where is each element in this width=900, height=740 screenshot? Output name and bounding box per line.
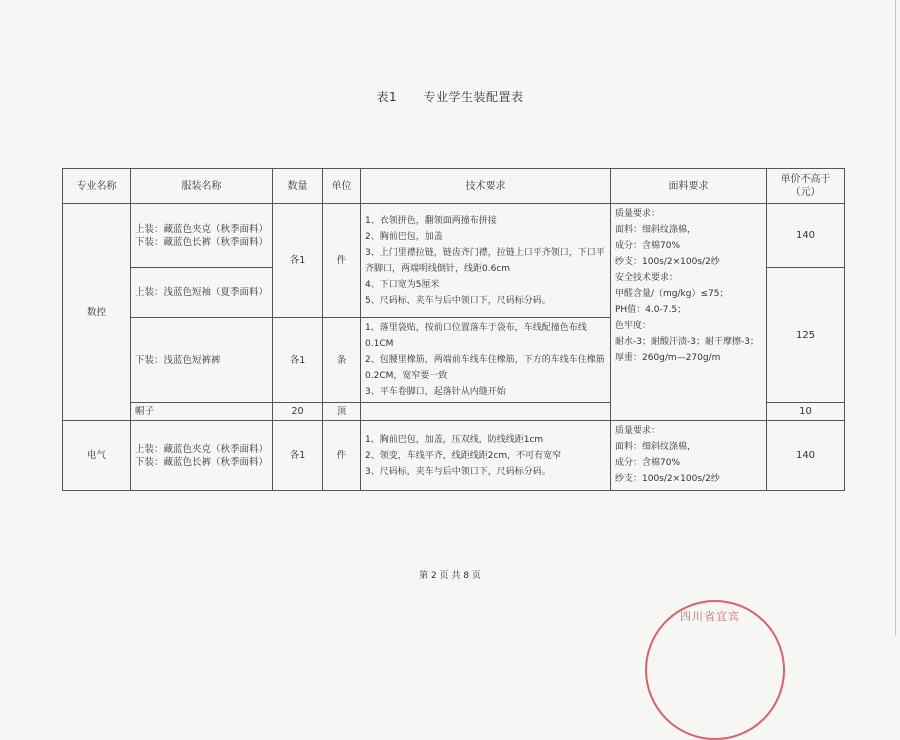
fabric-line: 甲醛含量/（mg/kg）≤75； (615, 289, 729, 299)
fabric-line: 纱支：100s/2×100s/2纱 (615, 257, 720, 267)
header-fabric: 面料要求 (611, 169, 767, 204)
fabric-line: 面料：细斜纹涤棉， (615, 442, 697, 452)
garment-cell: 上装：藏蓝色夹克（秋季面料）下装：藏蓝色长裤（秋季面料） (131, 204, 273, 268)
fabric-cell (611, 204, 767, 421)
fabric-line: 质量要求： (615, 209, 661, 219)
tech-line: 1、落里袋贴，按前口位置落车于袋布，车线配撞色布线0.1CM (365, 323, 587, 349)
table-row (63, 421, 845, 491)
header-garment: 服装名称 (131, 169, 273, 204)
header-tech: 技术要求 (361, 169, 611, 204)
unit-cell: 件 (323, 204, 361, 318)
tech-cell (361, 403, 611, 421)
fabric-line: 安全技术要求： (615, 273, 679, 283)
price-cell: 10 (767, 403, 845, 421)
table-title-text: 专业学生装配置表 (423, 90, 524, 104)
page-footer: 第 2 页 共 8 页 (419, 571, 481, 581)
garment-cell: 上装：藏蓝色夹克（秋季面料）下装：藏蓝色长裤（秋季面料） (131, 421, 273, 491)
price-cell: 140 (767, 421, 845, 491)
garment-cell: 帽子 (131, 403, 273, 421)
quantity-cell: 20 (273, 403, 323, 421)
header-major: 专业名称 (63, 169, 131, 204)
garment-cell: 上装：浅蓝色短袖（夏季面料） (131, 268, 273, 318)
fabric-line: 质量要求： (615, 426, 661, 436)
table-header-row (63, 169, 845, 204)
tech-line: 3、尺码标，夹车与后中领口下，尺码标分码。 (365, 466, 551, 477)
fabric-line: 耐水-3；耐酸汗渍-3；耐干摩擦-3； (615, 337, 759, 347)
quantity-cell: 各1 (273, 421, 323, 491)
table-row (63, 204, 845, 268)
tech-line: 5、尺码标，夹车与后中领口下，尺码标分码。 (365, 295, 551, 306)
seal-text: 四川省宜宾 (680, 610, 740, 623)
unit-cell: 件 (323, 421, 361, 491)
tech-line: 4、下口宽为5厘米 (365, 279, 440, 290)
tech-cell (361, 318, 611, 403)
tech-line: 2、胸前巴包，加盖 (365, 231, 443, 242)
fabric-line: 成分：含棉70% (615, 458, 681, 468)
fabric-line: 面料：细斜纹涤棉， (615, 225, 697, 235)
tech-cell (361, 204, 611, 318)
tech-line: 3、上门里襟拉链，链齿齐门襟，拉链上口平齐领口，下口平齐脚口，两端明线倒针，线距0.6cm (365, 247, 605, 274)
major-shukong: 数控 (63, 204, 131, 421)
garment-cell: 下装：浅蓝色短裤裤 (131, 318, 273, 403)
price-cell: 140 (767, 204, 845, 268)
quantity-cell: 各1 (273, 204, 323, 318)
header-price: 单价不高于（元） (767, 169, 845, 204)
fabric-line: PH值：4.0-7.5； (615, 305, 687, 315)
unit-cell: 条 (323, 318, 361, 403)
fabric-line: 成分：含棉70% (615, 241, 681, 251)
tech-line: 2、包腰里橡筋，两端前车线车住橡筋，下方的车线车住橡筋0.2CM，宽窄要一致 (365, 355, 605, 381)
unit-cell: 顶 (323, 403, 361, 421)
major-dianqi: 电气 (63, 421, 131, 491)
tech-line: 1、衣领拼色，翻领面两撞布拼接 (365, 215, 497, 226)
tech-line: 3、平车卷脚口，起落针从内缝开始 (365, 387, 506, 397)
fabric-line: 厚重：260g/m—270g/m (615, 353, 721, 363)
header-unit: 单位 (323, 169, 361, 204)
price-cell: 125 (767, 268, 845, 403)
table-title (0, 88, 900, 105)
quantity-cell: 各1 (273, 318, 323, 403)
fabric-line: 纱支：100s/2×100s/2纱 (615, 474, 720, 484)
tech-line: 1、胸前巴包，加盖，压双线，防线线距1cm (365, 434, 544, 445)
uniform-config-table (62, 168, 845, 491)
table-number: 表1 (376, 90, 398, 104)
header-quantity: 数量 (273, 169, 323, 204)
tech-cell (361, 421, 611, 491)
tech-line: 2、领变，车线平齐，线距线距2cm，不可有宽窄 (365, 450, 562, 461)
fabric-cell (611, 421, 767, 491)
fabric-line: 色牢度： (615, 321, 652, 331)
